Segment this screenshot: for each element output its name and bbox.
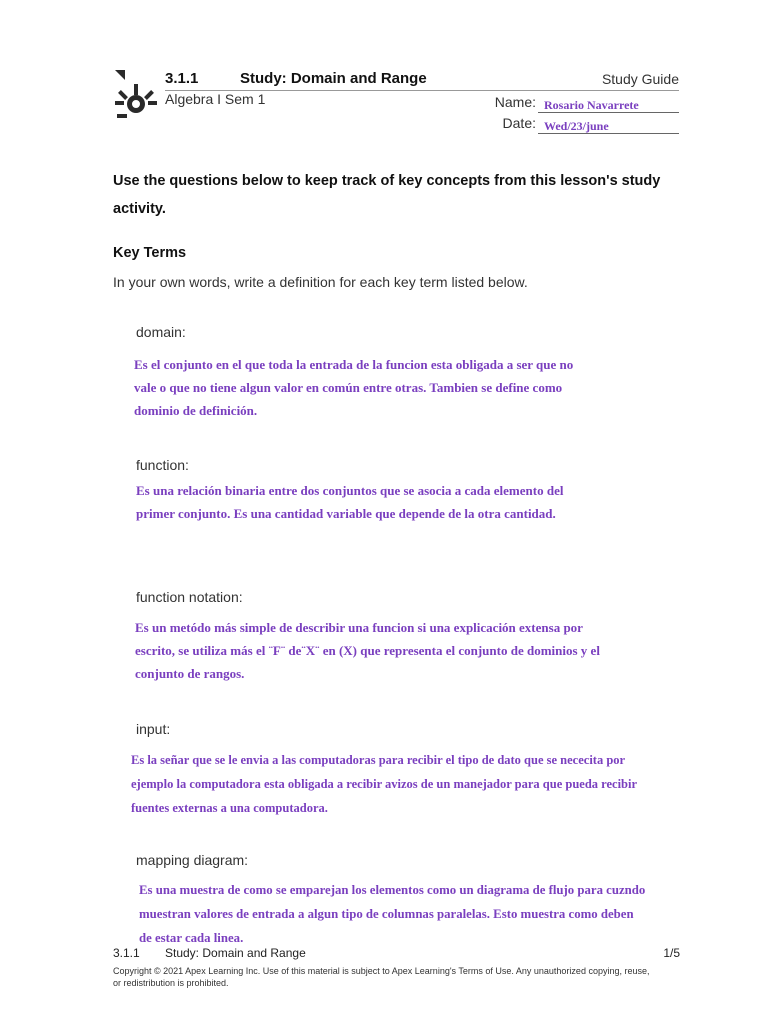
date-field[interactable]: [538, 115, 679, 134]
date-value: Wed/23/june: [544, 119, 609, 133]
lesson-number: 3.1.1: [165, 70, 199, 87]
answer-line: Es el conjunto en el que toda la entrada de la funcion esta obligada a ser que no: [134, 357, 574, 372]
answer-line: Es la señar que se le envia a las computadoras para recibir el tipo de dato que se nececita por: [131, 753, 626, 767]
term-domain: domain:: [136, 324, 186, 340]
document-type: Study Guide: [601, 71, 679, 87]
term-function-notation: function notation:: [136, 589, 243, 605]
page-number: 1/5: [663, 946, 680, 960]
answer-input[interactable]: [131, 748, 637, 820]
name-value: Rosario Navarrete: [544, 98, 639, 112]
date-label: Date:: [502, 115, 536, 131]
term-function: function:: [136, 457, 189, 473]
key-terms-description: In your own words, write a definition for each key term listed below.: [113, 274, 528, 290]
term-mapping-diagram: mapping diagram:: [136, 852, 249, 868]
lesson-title: Study: Domain and Range: [240, 70, 427, 87]
answer-line: fuentes externas a una computadora.: [131, 801, 328, 815]
answer-line: dominio de definición.: [134, 403, 258, 418]
answer-line: ejemplo la computadora esta obligada a recibir avizos de un manejador para que pueda recibir: [131, 777, 638, 791]
answer-line: primer conjunto. Es una cantidad variable que depende de la otra cantidad.: [136, 506, 556, 521]
name-field[interactable]: [538, 94, 679, 113]
answer-line: Es una relación binaria entre dos conjuntos que se asocia a cada elemento del: [136, 483, 564, 498]
answer-function-notation[interactable]: [135, 616, 600, 685]
answer-line: escrito, se utiliza más el ¨F¨ de¨X¨ en (X) que representa el conjunto de dominios y el: [135, 643, 600, 658]
name-label: Name:: [494, 94, 536, 110]
answer-line: conjunto de rangos.: [135, 666, 245, 681]
copyright-notice: Copyright © 2021 Apex Learning Inc. Use of this material is subject to Apex Learning's Terms of Use. Any unauthorized copying, reuse, or redistribution is prohibited.: [113, 966, 650, 988]
apex-learning-logo-icon: [113, 70, 157, 124]
key-terms-heading: Key Terms: [113, 245, 187, 261]
answer-line: Es un metódo más simple de describir una funcion si una explicación extensa por: [135, 620, 583, 635]
instructions: Use the questions below to keep track of key concepts from this lesson's study activity.: [113, 173, 661, 217]
footer-lesson-title: Study: Domain and Range: [165, 946, 306, 960]
term-input: input:: [136, 721, 171, 737]
answer-line: Es una muestra de como se emparejan los elementos como un diagrama de flujo para cuzndo: [139, 883, 646, 897]
answer-line: muestran valores de entrada a algun tipo de columnas paralelas. Esto muestra como deben: [139, 907, 634, 921]
course-name: Algebra I Sem 1: [165, 91, 266, 107]
answer-mapping-diagram[interactable]: [139, 878, 645, 950]
answer-function[interactable]: [136, 479, 563, 525]
footer-lesson-number: 3.1.1: [113, 946, 140, 960]
answer-line: de estar cada linea.: [139, 931, 244, 945]
answer-domain[interactable]: [134, 353, 573, 422]
answer-line: vale o que no tiene algun valor en común entre otras. Tambien se define como: [134, 380, 563, 395]
